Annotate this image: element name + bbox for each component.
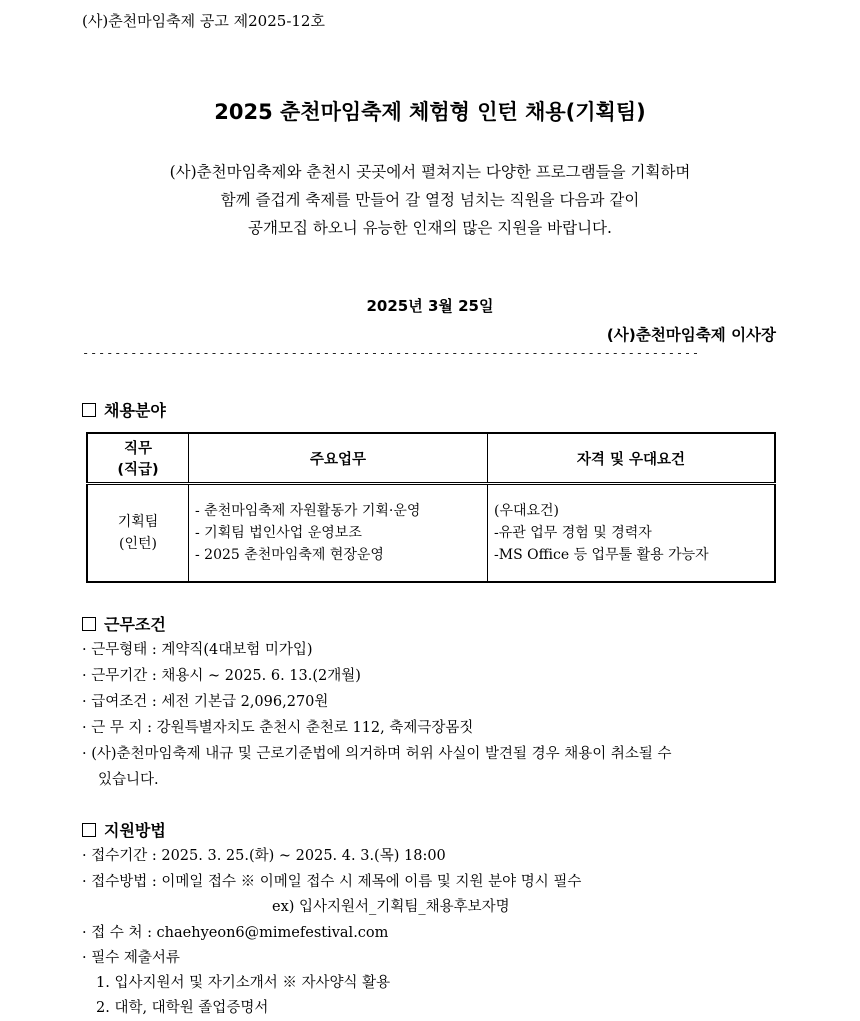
document-item: 2. 대학, 대학원 졸업증명서 — [96, 1000, 269, 1016]
duty-item: - 2025 춘천마임축제 현장운영 — [195, 547, 384, 563]
job-line1: 기획팀 — [117, 514, 159, 530]
application-email[interactable]: · 접 수 처 : chaehyeon6@mimefestival.com — [82, 925, 389, 941]
signer: (사)춘천마임축제 이사장 — [606, 326, 776, 344]
document-item: 1. 입사지원서 및 자기소개서 ※ 자사양식 활용 — [96, 975, 391, 991]
required-documents: · 필수 제출서류 — [82, 950, 180, 966]
work-type: · 근무형태 : 계약직(4대보험 미가입) — [82, 642, 313, 658]
section-title-recruit-field — [82, 398, 166, 421]
checkbox-square-icon — [82, 403, 96, 417]
header-duties: 주요업무 — [189, 433, 488, 484]
header-job-line1: 직무 — [123, 441, 152, 457]
checkbox-square-icon — [82, 823, 96, 837]
application-example: ex) 입사지원서_기획팀_채용후보자명 — [272, 899, 510, 915]
duty-item: - 춘천마임축제 자원활동가 기획·운영 — [195, 503, 421, 519]
checkbox-square-icon — [82, 617, 96, 631]
salary: · 급여조건 : 세전 기본급 2,096,270원 — [82, 694, 329, 710]
recruit-table — [86, 432, 776, 583]
table-header-row — [87, 433, 775, 484]
section-title-text: 채용분야 — [104, 401, 166, 420]
notice-number: (사)춘천마임축제 공고 제2025-12호 — [82, 12, 325, 30]
header-job — [87, 433, 189, 484]
job-line2: (인턴) — [119, 536, 157, 552]
application-method: · 접수방법 : 이메일 접수 ※ 이메일 접수 시 제목에 이름 및 지원 분야 명시 필수 — [82, 874, 582, 890]
separator-line: ----------------------------------------------------------------------------- — [82, 346, 700, 360]
work-period: · 근무기간 : 채용시 ~ 2025. 6. 13.(2개월) — [82, 668, 361, 684]
section-title-text: 근무조건 — [104, 615, 166, 634]
intro-line-2: 함께 즐겁게 축제를 만들어 갈 열정 넘치는 직원을 다음과 같이 — [220, 191, 640, 209]
page-title: 2025 춘천마임축제 체험형 인턴 채용(기획팀) — [214, 100, 646, 124]
section-title-text: 지원방법 — [104, 821, 166, 840]
application-period: · 접수기간 : 2025. 3. 25.(화) ~ 2025. 4. 3.(목) 18:00 — [82, 848, 446, 864]
cell-qualifications — [488, 484, 776, 583]
section-title-work-conditions — [82, 612, 166, 635]
table-row — [87, 484, 775, 583]
cell-duties — [189, 484, 488, 583]
qualification-item: -유관 업무 경험 및 경력자 — [494, 525, 652, 541]
duty-item: - 기획팀 법인사업 운영보조 — [195, 525, 362, 541]
notice-date: 2025년 3월 25일 — [366, 297, 494, 315]
header-qualifications: 자격 및 우대요건 — [488, 433, 776, 484]
rules-note-cont: 있습니다. — [98, 772, 159, 788]
section-title-application — [82, 818, 166, 841]
qualification-item: (우대요건) — [494, 503, 560, 519]
header-job-line2: (직급) — [117, 462, 159, 478]
rules-note: · (사)춘천마임축제 내규 및 근로기준법에 의거하며 허위 사실이 발견될 경우 채용이 취소될 수 — [82, 746, 672, 762]
intro-line-3: 공개모집 하오니 유능한 인재의 많은 지원을 바랍니다. — [248, 219, 612, 237]
qualification-item: -MS Office 등 업무툴 활용 가능자 — [494, 547, 709, 563]
intro-line-1: (사)춘천마임축제와 춘천시 곳곳에서 펼쳐지는 다양한 프로그램들을 기획하며 — [169, 163, 691, 181]
cell-job — [87, 484, 189, 583]
work-location: · 근 무 지 : 강원특별자치도 춘천시 춘천로 112, 축제극장몸짓 — [82, 720, 474, 736]
